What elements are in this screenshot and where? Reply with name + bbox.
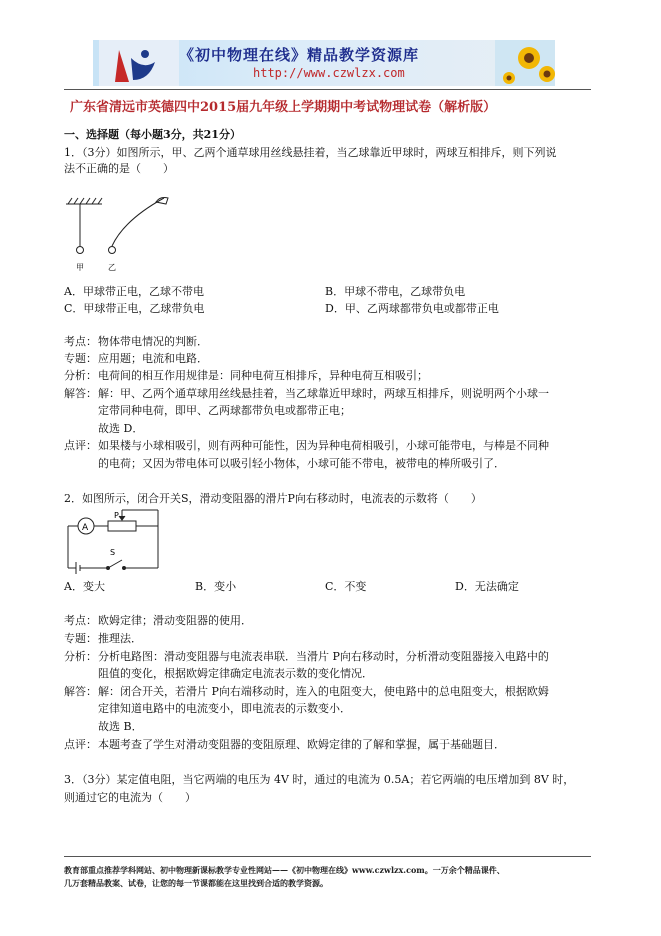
q2-jieda-line3: 故选 B． bbox=[98, 720, 143, 733]
ball-a bbox=[77, 247, 84, 254]
q1-dianping-line1: 如果楼与小球相吸引，则有两种可能性，因为异种电荷相吸引，小球可能带电，与棒是不同种 bbox=[98, 439, 549, 452]
q1-option-b: B．甲球不带电，乙球带负电 bbox=[325, 285, 466, 298]
q1-fenxi-label: 分析： bbox=[64, 369, 97, 382]
slider-label: P bbox=[114, 511, 119, 520]
q1-fenxi: 电荷间的相互作用规律是：同种电荷互相排斥，异种电荷互相吸引； bbox=[98, 369, 428, 382]
ceiling-hatch bbox=[66, 198, 102, 204]
q1-option-a: A．甲球带正电，乙球不带电 bbox=[64, 285, 204, 298]
q2-jieda-label: 解答： bbox=[64, 685, 97, 698]
q1-kaodian: 物体带电情况的判断． bbox=[98, 335, 208, 348]
q3-stem-line2: 则通过它的电流为（ ） bbox=[64, 791, 196, 804]
rheostat-icon bbox=[108, 521, 136, 531]
q1-jieda-line3: 故选 D． bbox=[98, 422, 144, 435]
q1-jieda-line1: 解：甲、乙两个通草球用丝线悬挂着，当乙球靠近甲球时，两球互相排斥，则说明两个小球一 bbox=[98, 387, 549, 400]
ammeter-label: A bbox=[82, 523, 89, 533]
hand-icon bbox=[156, 198, 168, 205]
q2-option-d: D．无法确定 bbox=[455, 580, 519, 593]
banner-title: 《初中物理在线》精品教学资源库 bbox=[179, 46, 420, 64]
sunflower-image bbox=[495, 40, 555, 86]
q2-jieda-line1: 解：闭合开关，若滑片 P向右端移动时，连入的电阻变大，使电路中的总电阻变大，根据欧姆 bbox=[98, 685, 549, 698]
q2-jieda-line2: 定律知道电路中的电流变小，即电流表的示数变小． bbox=[98, 702, 351, 715]
q1-jieda-line2: 定带同种电荷，即甲、乙两球都带负电或都带正电； bbox=[98, 404, 351, 417]
switch-label: S bbox=[110, 548, 116, 557]
site-logo bbox=[99, 40, 179, 86]
q1-option-d: D．甲、乙两球都带负电或都带正电 bbox=[325, 302, 499, 315]
q2-fenxi-line1: 分析电路图：滑动变阻器与电流表串联．当滑片 P向右移动时，分析滑动变阻器接入电路中的 bbox=[98, 650, 549, 663]
q2-circuit-figure bbox=[64, 508, 164, 578]
q2-kaodian-label: 考点： bbox=[64, 614, 97, 627]
q1-dianping-label: 点评： bbox=[64, 439, 97, 452]
q2-fenxi-line2: 阻值的变化，根据欧姆定律确定电流表示数的变化情况． bbox=[98, 667, 373, 680]
footer-line2: 几万套精品教案、试卷，让您的每一节课都能在这里找到合适的教学资源。 bbox=[64, 878, 328, 888]
q1-jieda-label: 解答： bbox=[64, 387, 97, 400]
q2-kaodian: 欧姆定律；滑动变阻器的使用． bbox=[98, 614, 252, 627]
q1-stem-line2: 法不正确的是（ ） bbox=[64, 162, 174, 175]
footer-line1: 教育部重点推荐学科网站、初中物理新课标教学专业性网站——《初中物理在线》www.czwlzx.com。一万余个精品课件、 bbox=[64, 865, 505, 875]
document-title: 广东省清远市英德四中2015届九年级上学期期中考试物理试卷（解析版） bbox=[70, 100, 497, 115]
q2-zhuanti-label: 专题： bbox=[64, 632, 97, 645]
q1-dianping-line2: 的电荷；又因为带电体可以吸引轻小物体，小球可能不带电，被带电的棒所吸引了． bbox=[98, 457, 505, 470]
q1-stem-line1: 1．（3分）如图所示，甲、乙两个通草球用丝线悬挂着，当乙球靠近甲球时，两球互相排斥，则下列说 bbox=[64, 146, 557, 159]
header-divider bbox=[64, 89, 591, 90]
q2-dianping: 本题考查了学生对滑动变阻器的变阻原理、欧姆定律的了解和掌握，属于基础题目． bbox=[98, 738, 505, 751]
q2-option-b: B．变小 bbox=[195, 580, 237, 593]
ball-a-label: 甲 bbox=[76, 263, 84, 272]
q1-kaodian-label: 考点： bbox=[64, 335, 97, 348]
q2-option-a: A．变大 bbox=[64, 580, 105, 593]
q2-option-c: C．不变 bbox=[325, 580, 367, 593]
q1-zhuanti: 应用题；电流和电路． bbox=[98, 352, 208, 365]
section-heading: 一、选择题（每小题3分，共21分） bbox=[64, 128, 241, 141]
ball-b-label: 乙 bbox=[108, 263, 116, 272]
q1-zhuanti-label: 专题： bbox=[64, 352, 97, 365]
q2-fenxi-label: 分析： bbox=[64, 650, 97, 663]
switch-icon bbox=[108, 560, 122, 568]
thread-b bbox=[112, 198, 164, 246]
q2-zhuanti: 推理法． bbox=[98, 632, 142, 645]
q2-stem: 2．如图所示，闭合开关S，滑动变阻器的滑片P向右移动时，电流表的示数将（ ） bbox=[64, 492, 482, 505]
q2-dianping-label: 点评： bbox=[64, 738, 97, 751]
q3-stem-line1: 3．（3分）某定值电阻，当它两端的电压为 4V 时，通过的电流为 0.5A；若它两端的电压增加到 8V 时， bbox=[64, 773, 575, 786]
footer-divider bbox=[64, 856, 591, 857]
q1-figure bbox=[64, 188, 174, 278]
banner-url[interactable]: http://www.czwlzx.com bbox=[253, 66, 405, 80]
ball-b bbox=[109, 247, 116, 254]
header-banner bbox=[93, 40, 555, 86]
q1-option-c: C．甲球带正电，乙球带负电 bbox=[64, 302, 205, 315]
